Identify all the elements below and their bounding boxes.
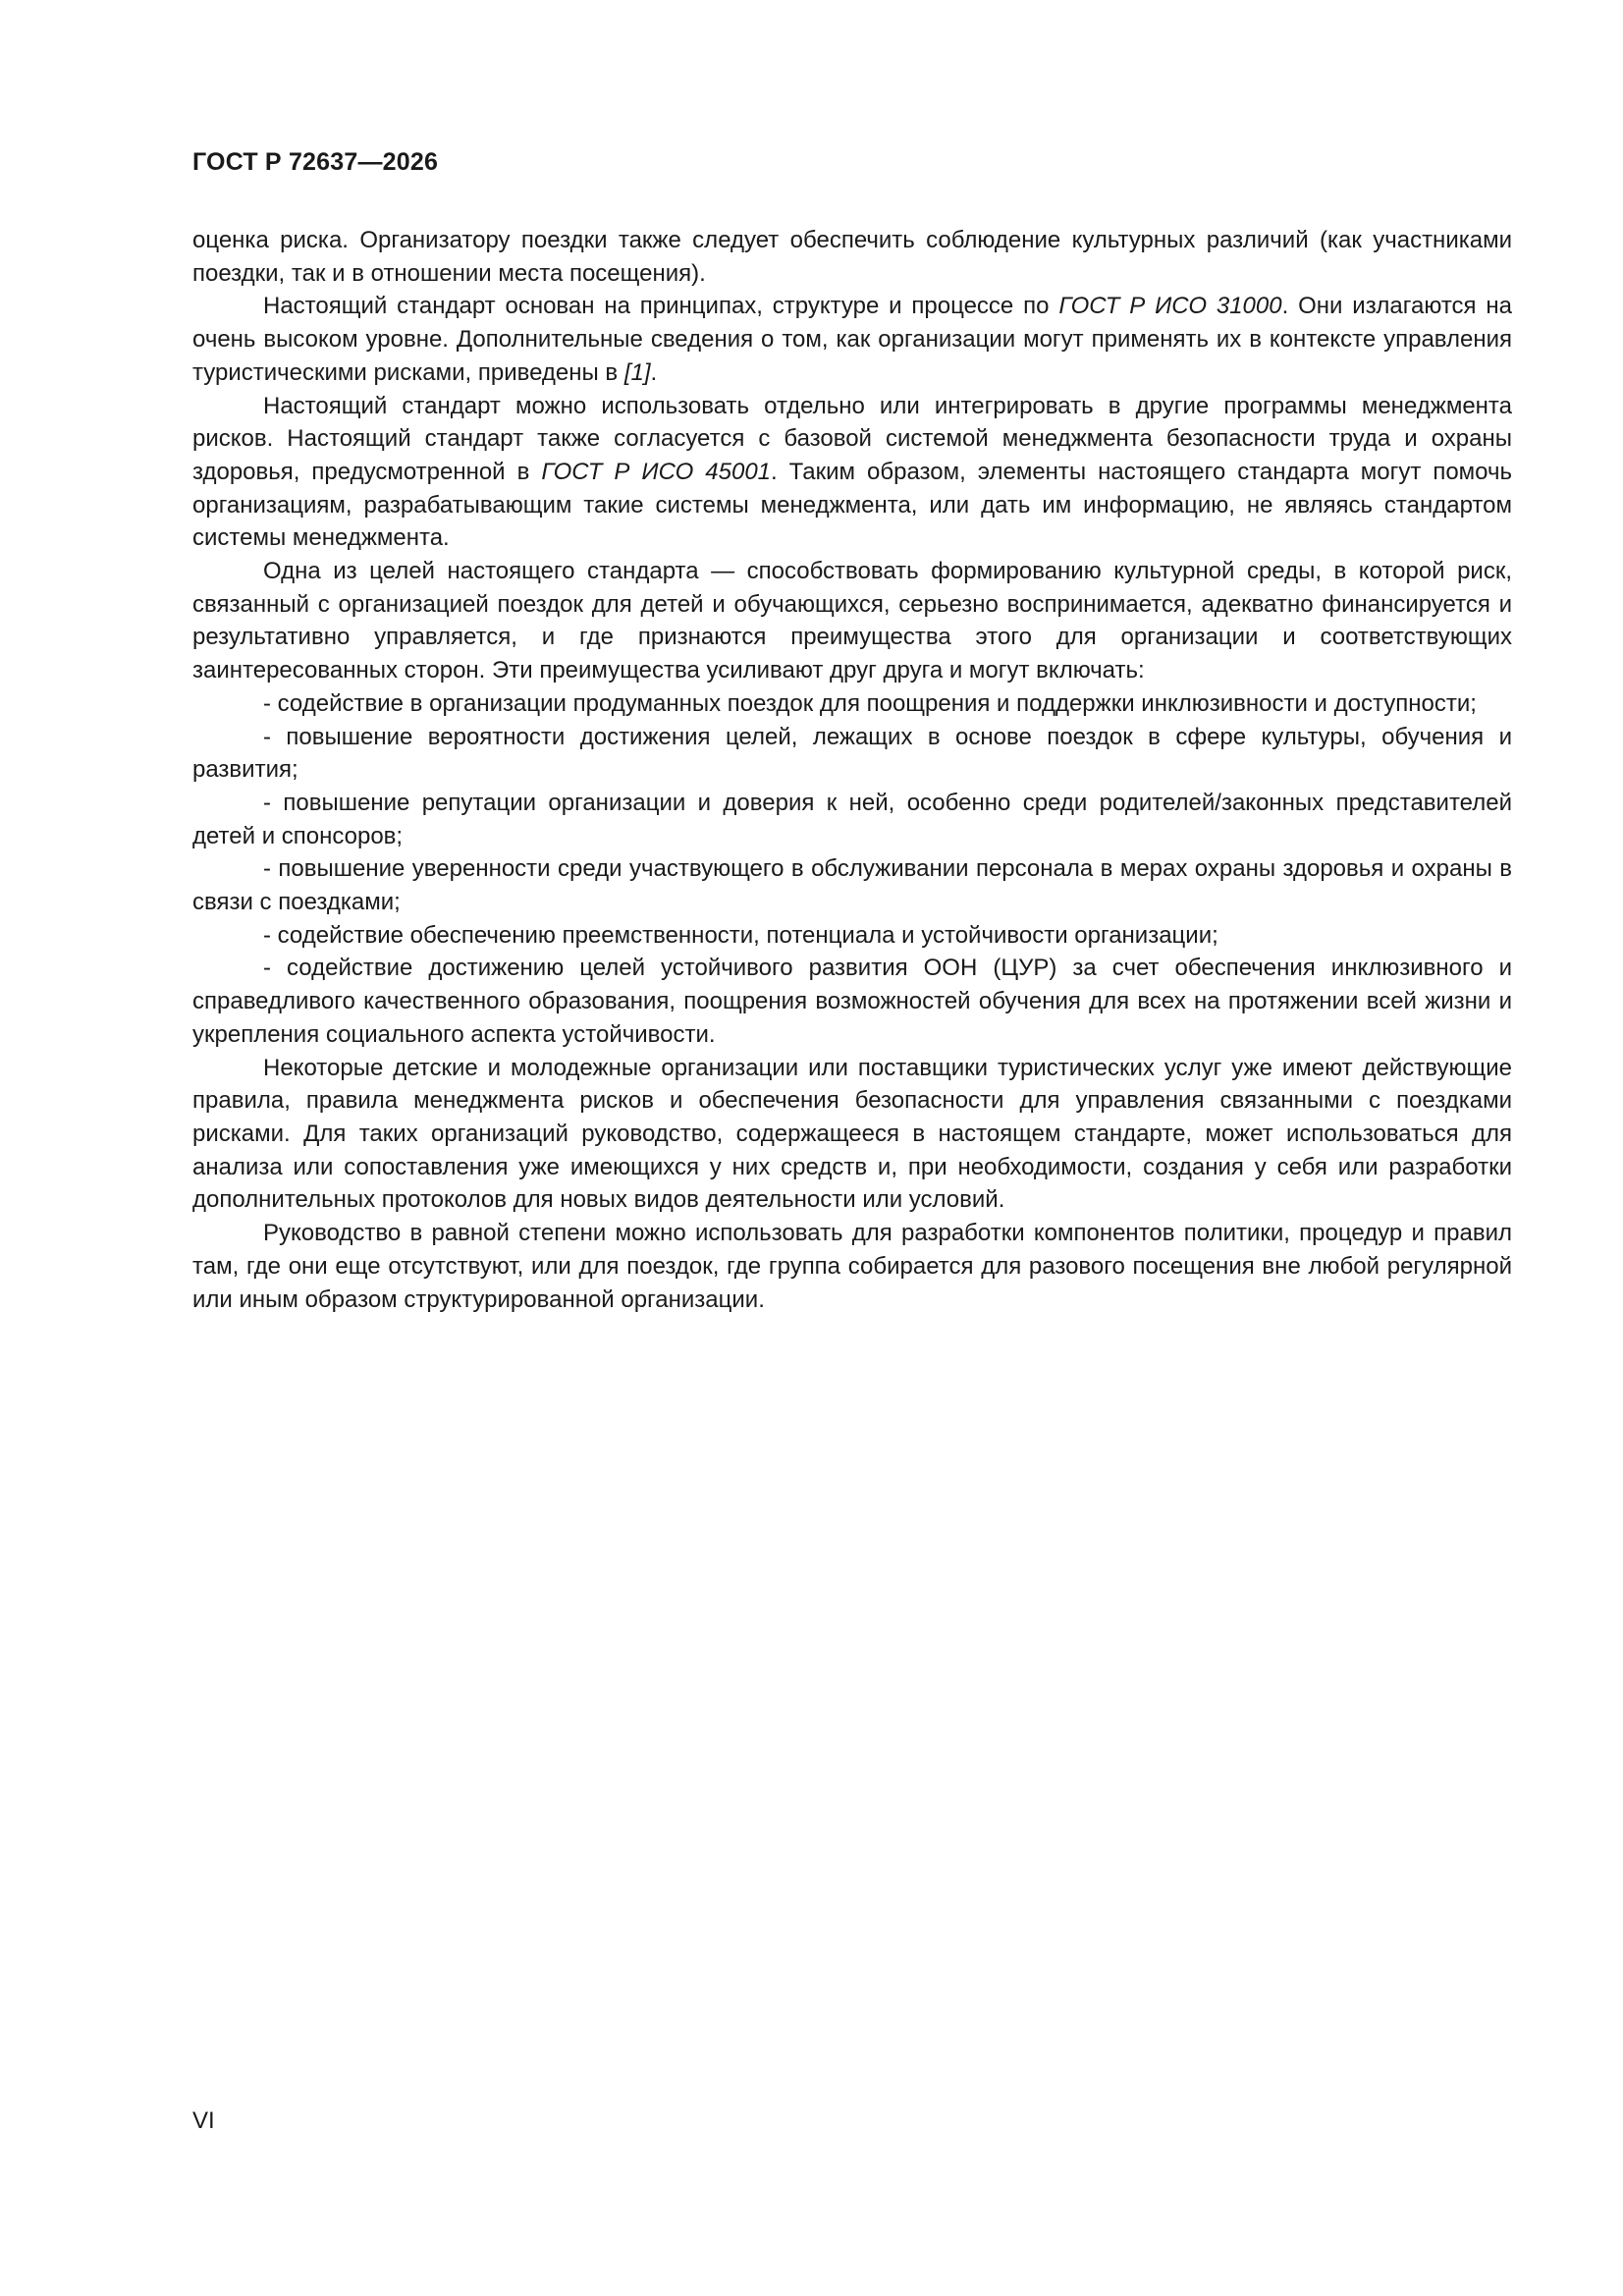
paragraph-text: . Они излагаются на очень высоком уровне. Дополнительные сведения о том, как организации могут применять их в контексте управления туристическими рисками, приведены в (192, 293, 1512, 386)
paragraph-text: . Таким образом, элементы настоящего стандарта могут помочь организациям, разрабатывающим такие системы менеджмента, или дать им информацию, не являясь стандартом системы менеджмента. (192, 458, 1512, 552)
document-code-header: ГОСТ Р 72637—2026 (192, 148, 439, 176)
paragraph-text: Настоящий стандарт можно использовать отдельно или интегрировать в другие программы менеджмента рисков. Настоящий стандарт также согласуется с базовой системой менеджмента безопасности труда и охраны здоровья, предусмотренной в (192, 392, 1512, 485)
list-item: - повышение вероятности достижения целей, лежащих в основе поездок в сфере культуры, обучения и развития; (192, 723, 1512, 784)
bibliography-citation: [1] (623, 358, 651, 386)
list-item: - повышение репутации организации и доверия к ней, особенно среди родителей/законных представителей детей и спонсоров; (192, 789, 1512, 849)
paragraph-guidance: Руководство в равной степени можно использовать для разработки компонентов политики, процедур и правил там, где они еще отсутствуют, или для поездок, где группа собирается для разового посещения вне любой регулярной или иным образом структурированной организации. (192, 1220, 1512, 1313)
list-item: - содействие достижению целей устойчивого развития ООН (ЦУР) за счет обеспечения инклюзивного и справедливого качественного образования, поощрения возможностей обучения для всех на протяжении всей жизни и укрепления социального аспекта устойчивости. (192, 955, 1512, 1048)
paragraph-continuation: оценка риска. Организатору поездки также следует обеспечить соблюдение культурных различий (как участниками поездки, так и в отношении места посещения). (192, 227, 1512, 287)
list-item: - повышение уверенности среди участвующего в обслуживании персонала в мерах охраны здоровья и охраны в связи с поездками; (192, 855, 1512, 916)
document-body (192, 224, 1512, 1316)
paragraph-goals: Одна из целей настоящего стандарта — способствовать формированию культурной среды, в которой риск, связанный с организацией поездок для детей и обучающихся, серьезно воспринимается, адекватно финансируется и результативно управляется, и где признаются преимущества этого для организации и соответствующих заинтересованных сторон. Эти преимущества усиливают друг друга и могут включать: (192, 558, 1512, 684)
paragraph-gost-31000 (192, 290, 1512, 389)
standard-reference: ГОСТ Р ИСО 31000 (1058, 293, 1282, 320)
list-item: - содействие обеспечению преемственности, потенциала и устойчивости организации; (263, 921, 1218, 949)
paragraph-text: . (650, 358, 658, 386)
list-item: - содействие в организации продуманных поездок для поощрения и поддержки инклюзивности и доступности; (263, 689, 1477, 717)
paragraph-gost-45001 (192, 390, 1512, 556)
paragraph-organizations: Некоторые детские и молодежные организации или поставщики туристических услуг уже имеют действующие правила, правила менеджмента рисков и обеспечения безопасности для управления связанными с поездками рисками. Для таких организаций руководство, содержащееся в настоящем стандарте, может использоваться для анализа или сопоставления уже имеющихся у них средств и, при необходимости, создания у себя или разработки дополнительных протоколов для новых видов деятельности или условий. (192, 1054, 1512, 1214)
paragraph-text: Настоящий стандарт основан на принципах, структуре и процессе по (263, 293, 1059, 320)
standard-reference: ГОСТ Р ИСО 45001 (541, 458, 772, 485)
page-number: VI (192, 2107, 215, 2134)
